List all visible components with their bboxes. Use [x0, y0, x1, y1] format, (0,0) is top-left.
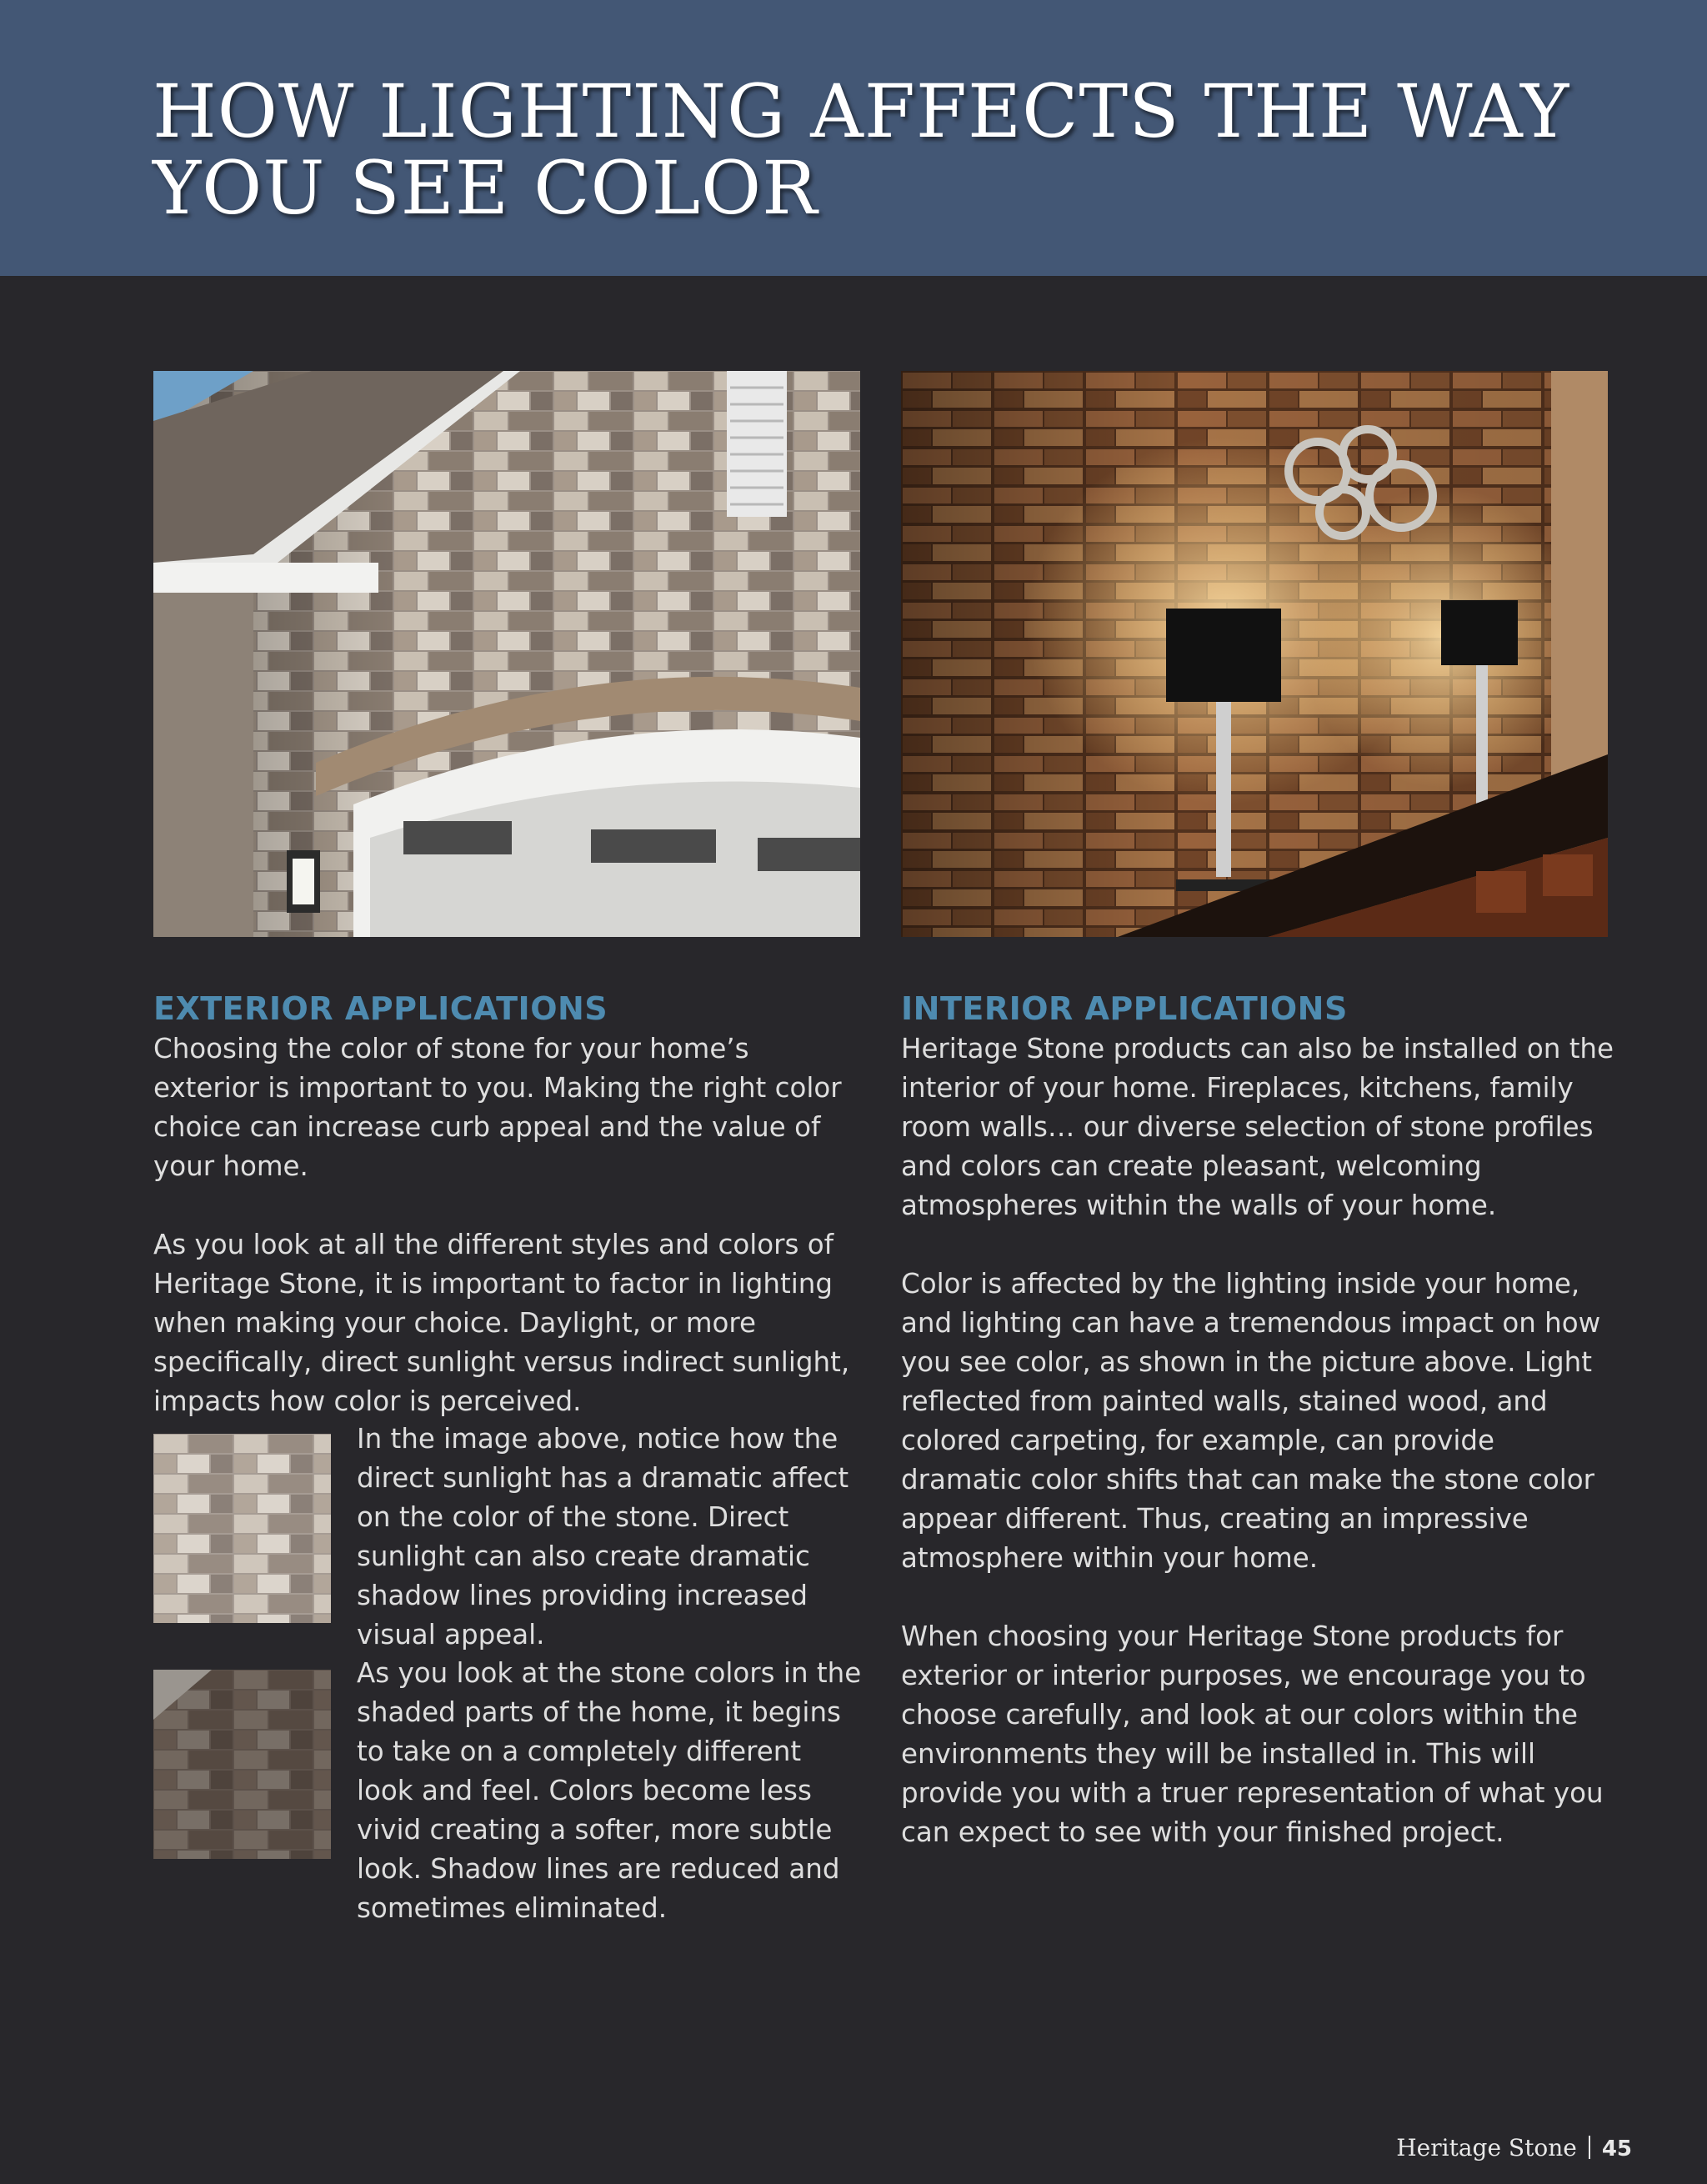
- shaded-stone-thumbnail: [153, 1670, 331, 1859]
- interior-column: [901, 988, 1618, 1852]
- page-footer: [1396, 2134, 1632, 2163]
- footer-brand: Heritage Stone: [1396, 2134, 1577, 2161]
- interior-paragraph: When choosing your Heritage Stone products for exterior or interior purposes, we encourage you to choose carefully, and look at our colors within the environments they will be installed in. This will provide you with a truer representation of what you can expect to see with your finished project.: [901, 1620, 1604, 1848]
- interior-photo-illustration: [901, 371, 1608, 937]
- sunlight-stone-illustration: [153, 1434, 331, 1623]
- shade-note: As you look at the stone colors in the shaded parts of the home, it begins to take on a completely different look and feel. Colors become less vivid creating a softer, more subtle look. Shadow lines are reduced and sometimes eliminated.: [357, 1657, 862, 1924]
- interior-heading: INTERIOR APPLICATIONS: [901, 990, 1348, 1027]
- page-title: HOW LIGHTING AFFECTS THE WAY YOU SEE COLOR: [153, 68, 1570, 231]
- title-banner: [0, 0, 1707, 276]
- page-number: 45: [1601, 2136, 1632, 2161]
- interior-photo: [901, 371, 1608, 937]
- interior-paragraph: Color is affected by the lighting inside your home, and lighting can have a tremendous impact on how you see color, as shown in the picture above. Light reflected from painted walls, stained wood, and colored carpeting, for example, can provide dramatic color shifts that can make the stone color appear different. Thus, creating an impressive atmosphere within your home.: [901, 1268, 1601, 1574]
- exterior-paragraph: As you look at all the different styles and colors of Heritage Stone, it is important to factor in lighting when making your choice. Daylight, or more specifically, direct sunlight versus indirect sunlight, impacts how color is perceived.: [153, 1229, 850, 1417]
- sunlight-note: In the image above, notice how the direct sunlight has a dramatic affect on the color of the stone. Direct sunlight can also create dramatic shadow lines providing increased visual appeal.: [357, 1423, 849, 1651]
- sunlight-stone-thumbnail: [153, 1434, 331, 1623]
- exterior-photo-illustration: [153, 371, 860, 937]
- shaded-stone-illustration: [153, 1670, 331, 1859]
- exterior-heading: EXTERIOR APPLICATIONS: [153, 990, 608, 1027]
- interior-paragraph: Heritage Stone products can also be installed on the interior of your home. Fireplaces, kitchens, family room walls… our diverse selection of stone profiles and colors can create pleasant, welcoming atmospheres within the walls of your home.: [901, 1033, 1614, 1221]
- footer-divider: [1589, 2136, 1590, 2159]
- exterior-paragraph: Choosing the color of stone for your home’s exterior is important to you. Making the right color choice can increase curb appeal and the value of your home.: [153, 1033, 842, 1182]
- exterior-photo: [153, 371, 860, 937]
- exterior-column: [153, 988, 862, 1421]
